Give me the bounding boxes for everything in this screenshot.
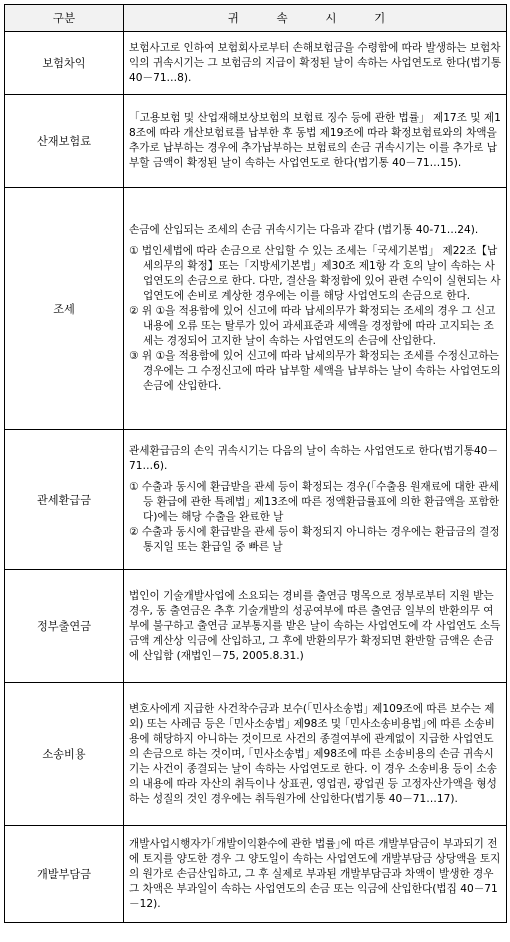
row-text: 개발사업시행자가｢개발이익환수에 관한 법률｣에 따른 개발부담금이 부과되기 전에 토지를 양도한 경우 그 양도일이 속하는 사업연도에 개발부담금 상당액을 토지의 원가로 손금산입하고, 그 후 실제로 부과된 개발부담금과 차액이 발생한 경우 그 차액은 부과일이 속하는 사업연도의 손금 또는 익금에 산입한다(법집 40－71－12). [124,826,507,923]
table-row [5,430,507,570]
table-row [5,570,507,683]
document-table-wrapper [4,4,507,923]
row-content [124,188,507,430]
table-header-row [5,5,507,32]
row-category: 소송비용 [5,683,124,826]
row-intro: 손금에 산입되는 조세의 손금 귀속시기는 다음과 같다 (법기통 40-71…24). [129,224,479,236]
row-content [124,430,507,570]
row-item: ③ 위 ①을 적용함에 있어 신고에 따라 납세의무가 확정되는 조세를 수정신고하는 경우에는 그 수정신고에 따라 납부할 세액을 납부하는 날이 속하는 사업연도의 손금에 산입한다. [129,350,501,392]
row-text: 변호사에게 지급한 사건착수금과 보수(｢민사소송법｣ 제109조에 따른 보수는 제외) 또는 사례금 등은 ｢민사소송법｣ 제98조 및 ｢민사소송비용법｣에 따른 소송비용에 해당하지 아니하는 것이므로 사건의 종결여부에 관계없이 지급한 사업연도의 손금으로 하는 것이며, ｢민사소송법｣ 제98조에 따른 소송비용의 손금 귀속시기는 사건이 종결되는 날이 속하는 사업연도로 한다. 이 경우 소송비용 등이 소송의 내용에 따라 자산의 취득이나 상표권, 영업권, 광업권 등 고정자산가액을 형성하는 성질의 것인 경우에는 취득원가에 산입한다(법기통 40－71…17). [124,683,507,826]
row-category: 관세환급금 [5,430,124,570]
row-category: 정부출연금 [5,570,124,683]
row-item: ② 수출과 동시에 환급받을 관세 등이 확정되지 아니하는 경우에는 환급금의 결정통지일 또는 환급일 중 빠른 날 [129,526,500,553]
row-text: 「고용보험 및 산업재해보상보험의 보험료 징수 등에 관한 법률」 제17조 및 제18조에 따라 개산보험료를 납부한 후 동법 제19조에 따라 확정보험료와의 차액을 추가로 납부하는 경우에 추가납부하는 보험료의 손금 귀속시기는 이를 추가로 납부할 금액이 확정된 날이 속하는 사업연도로 한다(법기통 40－71…15). [124,95,507,188]
header-category: 구분 [5,5,124,32]
row-item: ① 법인세법에 따라 손금으로 산입할 수 있는 조세는「국세기본법」 제22조【납세의무의 확정】또는「지방세기본법」제30조 제1항 각 호의 날이 속하는 사업연도의 손금으로 한다. 다만, 결산을 확정함에 있어 관련 수익이 실현되는 사업연도에 손비로 계상한 경우에는 이를 해당 사업연도의 손금으로 한다. [129,245,501,302]
row-category: 보험차익 [5,32,124,95]
table-row [5,188,507,430]
row-category: 개발부담금 [5,826,124,923]
row-item: ② 위 ①을 적용함에 있어 신고에 따라 납세의무가 확정되는 조세의 경우 그 신고내용에 오류 또는 탈루가 있어 과세표준과 세액을 경정함에 따라 고지되는 조세는 경정되어 고지한 날이 속하는 사업연도의 손금에 산입한다. [129,305,496,347]
row-category: 조세 [5,188,124,430]
header-description: 귀 속 시 기 [124,5,507,32]
table-row [5,95,507,188]
attribution-timing-table [4,4,507,923]
table-row [5,683,507,826]
row-text: 보험사고로 인하여 보험회사로부터 손해보험금을 수령함에 따라 발생하는 보험차익의 귀속시기는 그 보험금의 지급이 확정된 날이 속하는 사업연도로 한다(법기통 40－71…8). [124,32,507,95]
row-item: ① 수출과 동시에 환급받을 관세 등이 확정되는 경우(｢수출용 원재료에 대한 관세 등 환급에 관한 특례법｣ 제13조에 따른 정액환급률표에 의한 환급액을 포함한다)에는 해당 수출을 완료한 날 [129,481,500,523]
row-intro: 관세환급금의 손익 귀속시기는 다음의 날이 속하는 사업연도로 한다(법기통40－71…6). [129,445,499,472]
row-text: 법인이 기술개발사업에 소요되는 경비를 출연금 명목으로 정부로부터 지원 받는 경우, 동 출연금은 추후 기술개발의 성공여부에 따른 출연금 일부의 반환의무 여부에 불구하고 출연금 교부통지를 받은 날이 속하는 사업연도에 각 사업연도 소득금액 계산상 익금에 산입하고, 그 후에 반환의무가 확정되면 환반할 금액은 손금에 산입함 (재법인－75, 2005.8.31.) [124,570,507,683]
table-row [5,826,507,923]
row-category: 산재보험료 [5,95,124,188]
table-row [5,32,507,95]
